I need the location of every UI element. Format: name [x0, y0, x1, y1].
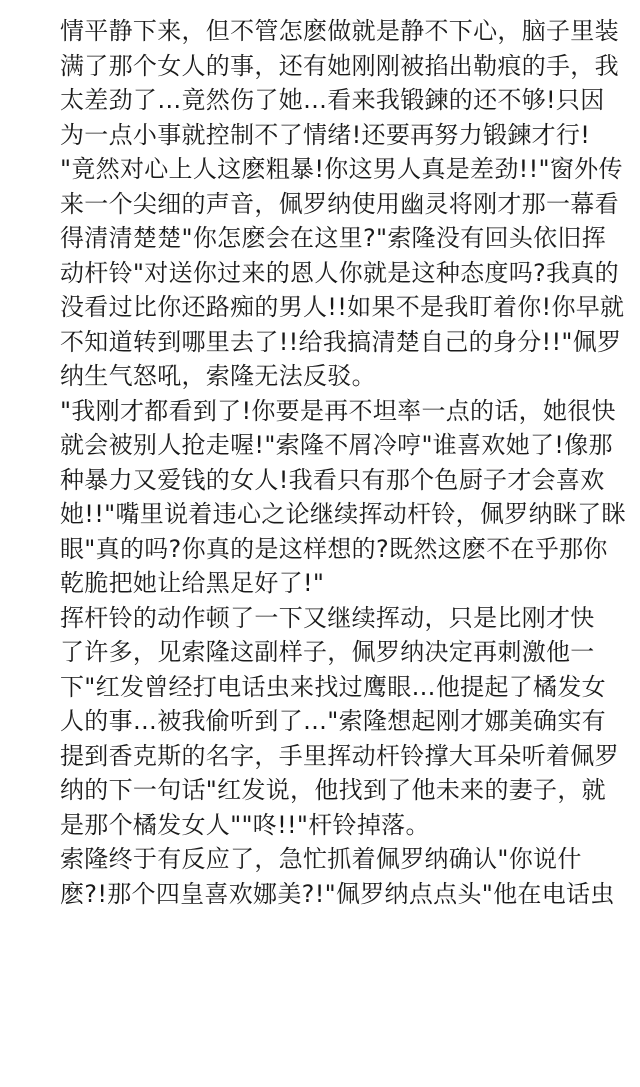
text-line: 得清清楚楚"你怎麽会在这里?"索隆没有回头依旧挥 [60, 224, 607, 252]
text-line: 提到香克斯的名字，手里挥动杆铃撑大耳朵听着佩罗 [60, 741, 619, 770]
paragraph [60, 152, 638, 394]
text-line: 不知道转到哪里去了!!给我搞清楚自己的身分!!"佩罗 [60, 327, 622, 356]
text-line: "我刚才都看到了!你要是再不坦率一点的话，她很快 [60, 396, 616, 425]
text-line: 就会被别人抢走喔!"索隆不屑冷哼"谁喜欢她了!像那 [60, 431, 613, 459]
text-line: 了许多，见索隆这副样子，佩罗纳决定再刺激他一 [60, 638, 595, 666]
text-line: 下"红发曾经打电话虫来找过鹰眼…他提起了橘发女 [60, 672, 606, 701]
paragraph [60, 601, 638, 843]
paragraph [60, 842, 638, 911]
text-line: 没看过比你还路痴的男人!!如果不是我盯着你!你早就 [60, 293, 625, 321]
text-line: 眼"真的吗?你真的是这样想的?既然这麽不在乎那你 [60, 534, 608, 563]
text-line: 情平静下来，但不管怎麽做就是静不下心，脑子里装 [60, 17, 619, 45]
text-line: 乾脆把她让给黑足好了!" [60, 569, 325, 597]
text-line: 纳的下一句话"红发说，他找到了他未来的妻子，就 [60, 776, 606, 804]
text-line: 纳生气怒吼，索隆无法反驳。 [60, 362, 376, 390]
text-line: 索隆终于有反应了，急忙抓着佩罗纳确认"你说什 [60, 845, 582, 873]
text-line: 太差劲了…竟然伤了她…看来我锻鍊的还不够!只因 [60, 86, 605, 114]
text-line: "竟然对心上人这麽粗暴!你这男人真是差劲!!"窗外传 [60, 155, 623, 183]
text-line: 满了那个女人的事，还有她刚刚被掐出勒痕的手，我 [60, 51, 619, 80]
paragraph [60, 394, 638, 601]
text-line: 她!!"嘴里说着违心之论继续挥动杆铃，佩罗纳眯了眯 [60, 500, 626, 528]
text-line: 人的事…被我偷听到了…"索隆想起刚才娜美确实有 [60, 707, 606, 735]
text-line: 来一个尖细的声音，佩罗纳使用幽灵将刚才那一幕看 [60, 189, 619, 218]
text-line: 麽?!那个四皇喜欢娜美?!"佩罗纳点点头"他在电话虫 [60, 879, 615, 908]
text-line: 种暴力又爱钱的女人!我看只有那个色厨子才会喜欢 [60, 465, 605, 494]
paragraph [60, 14, 638, 152]
text-line: 为一点小事就控制不了情绪!还要再努力锻鍊才行! [60, 120, 591, 149]
article-body [60, 14, 638, 911]
text-line: 挥杆铃的动作顿了一下又继续挥动，只是比刚才快 [60, 603, 595, 632]
text-line: 是那个橘发女人""咚!!"杆铃掉落。 [60, 810, 430, 839]
text-line: 动杆铃"对送你过来的恩人你就是这种态度吗?我真的 [60, 258, 619, 287]
